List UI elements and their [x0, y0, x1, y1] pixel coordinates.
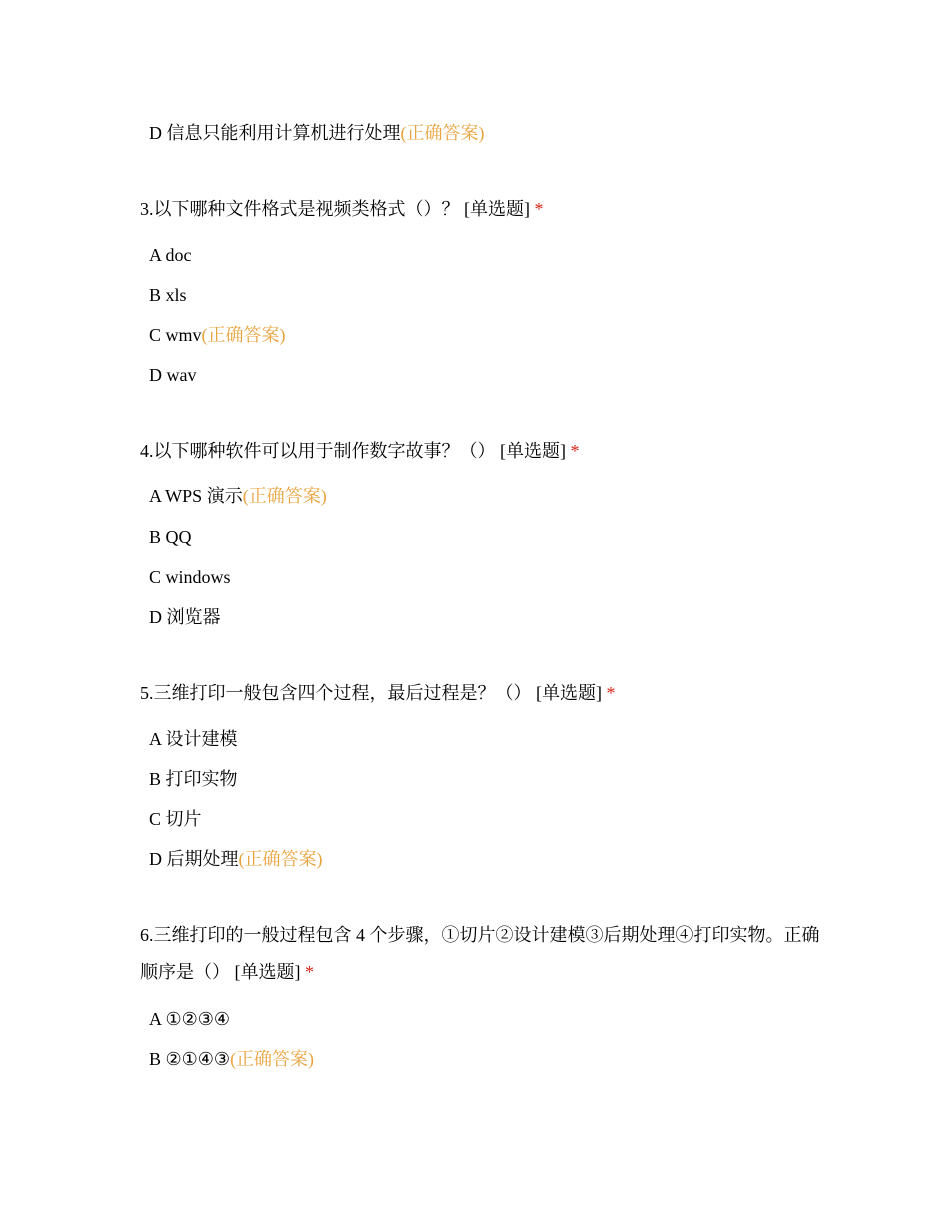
- correct-answer-tag: (正确答案): [230, 1049, 315, 1069]
- correct-answer-tag: (正确答案): [238, 849, 323, 869]
- option-text: C 切片: [149, 809, 202, 829]
- option-text: C windows: [149, 567, 231, 587]
- option-text: D wav: [149, 365, 197, 385]
- question-type-tag: [单选题]: [536, 683, 602, 703]
- option-text: D 后期处理: [149, 849, 239, 869]
- question-6-option-a[interactable]: [149, 1007, 230, 1031]
- question-6-title: [140, 917, 820, 991]
- required-mark: *: [606, 683, 616, 703]
- question-5-option-c[interactable]: [149, 807, 202, 831]
- option-text: B xls: [149, 285, 187, 305]
- question-3-option-c[interactable]: [149, 323, 286, 347]
- question-type-tag: [单选题]: [234, 962, 301, 982]
- question-text: 3.以下哪种文件格式是视频类格式（）？: [140, 199, 460, 219]
- required-mark: *: [534, 199, 544, 219]
- question-4-title: [140, 433, 820, 470]
- question-4-option-c[interactable]: [149, 565, 231, 589]
- correct-answer-tag: (正确答案): [201, 325, 286, 345]
- question-text: 4.以下哪种软件可以用于制作数字故事？（）: [140, 441, 496, 461]
- option-text: D 浏览器: [149, 607, 221, 627]
- question-6-option-b[interactable]: [149, 1047, 314, 1071]
- option-text: A doc: [149, 245, 192, 265]
- question-4-option-b[interactable]: [149, 525, 192, 549]
- correct-answer-tag: (正确答案): [242, 486, 327, 506]
- option-text: D 信息只能利用计算机进行处理: [149, 123, 401, 143]
- question-3-option-d[interactable]: [149, 363, 197, 387]
- question-type-tag: [单选题]: [500, 441, 566, 461]
- question-4-option-d[interactable]: [149, 605, 221, 629]
- question-5-option-d[interactable]: [149, 847, 323, 871]
- question-text: 5.三维打印一般包含四个过程，最后过程是？（）: [140, 683, 532, 703]
- option-text: B ②①④③: [149, 1049, 231, 1069]
- question-5-option-b[interactable]: [149, 767, 238, 791]
- question-3-title: [140, 191, 820, 228]
- option-text: B QQ: [149, 527, 192, 547]
- question-5-option-a[interactable]: [149, 727, 238, 751]
- question-4-option-a[interactable]: [149, 484, 327, 508]
- option-text: B 打印实物: [149, 769, 238, 789]
- question-type-tag: [单选题]: [464, 199, 530, 219]
- option-text: A 设计建模: [149, 729, 238, 749]
- required-mark: *: [305, 962, 314, 982]
- option-text: A ①②③④: [149, 1009, 231, 1029]
- question-3-option-a[interactable]: [149, 243, 192, 267]
- option-text: A WPS 演示: [149, 486, 243, 506]
- question-text: 6.三维打印的一般过程包含 4 个步骤，①切片②设计建模③后期处理④打印实物。正确顺序是（）: [140, 925, 820, 982]
- question-3-option-b[interactable]: [149, 283, 187, 307]
- required-mark: *: [570, 441, 580, 461]
- question-5-title: [140, 675, 820, 712]
- prev-option-d: [149, 121, 485, 145]
- option-text: C wmv: [149, 325, 202, 345]
- correct-answer-tag: (正确答案): [400, 123, 485, 143]
